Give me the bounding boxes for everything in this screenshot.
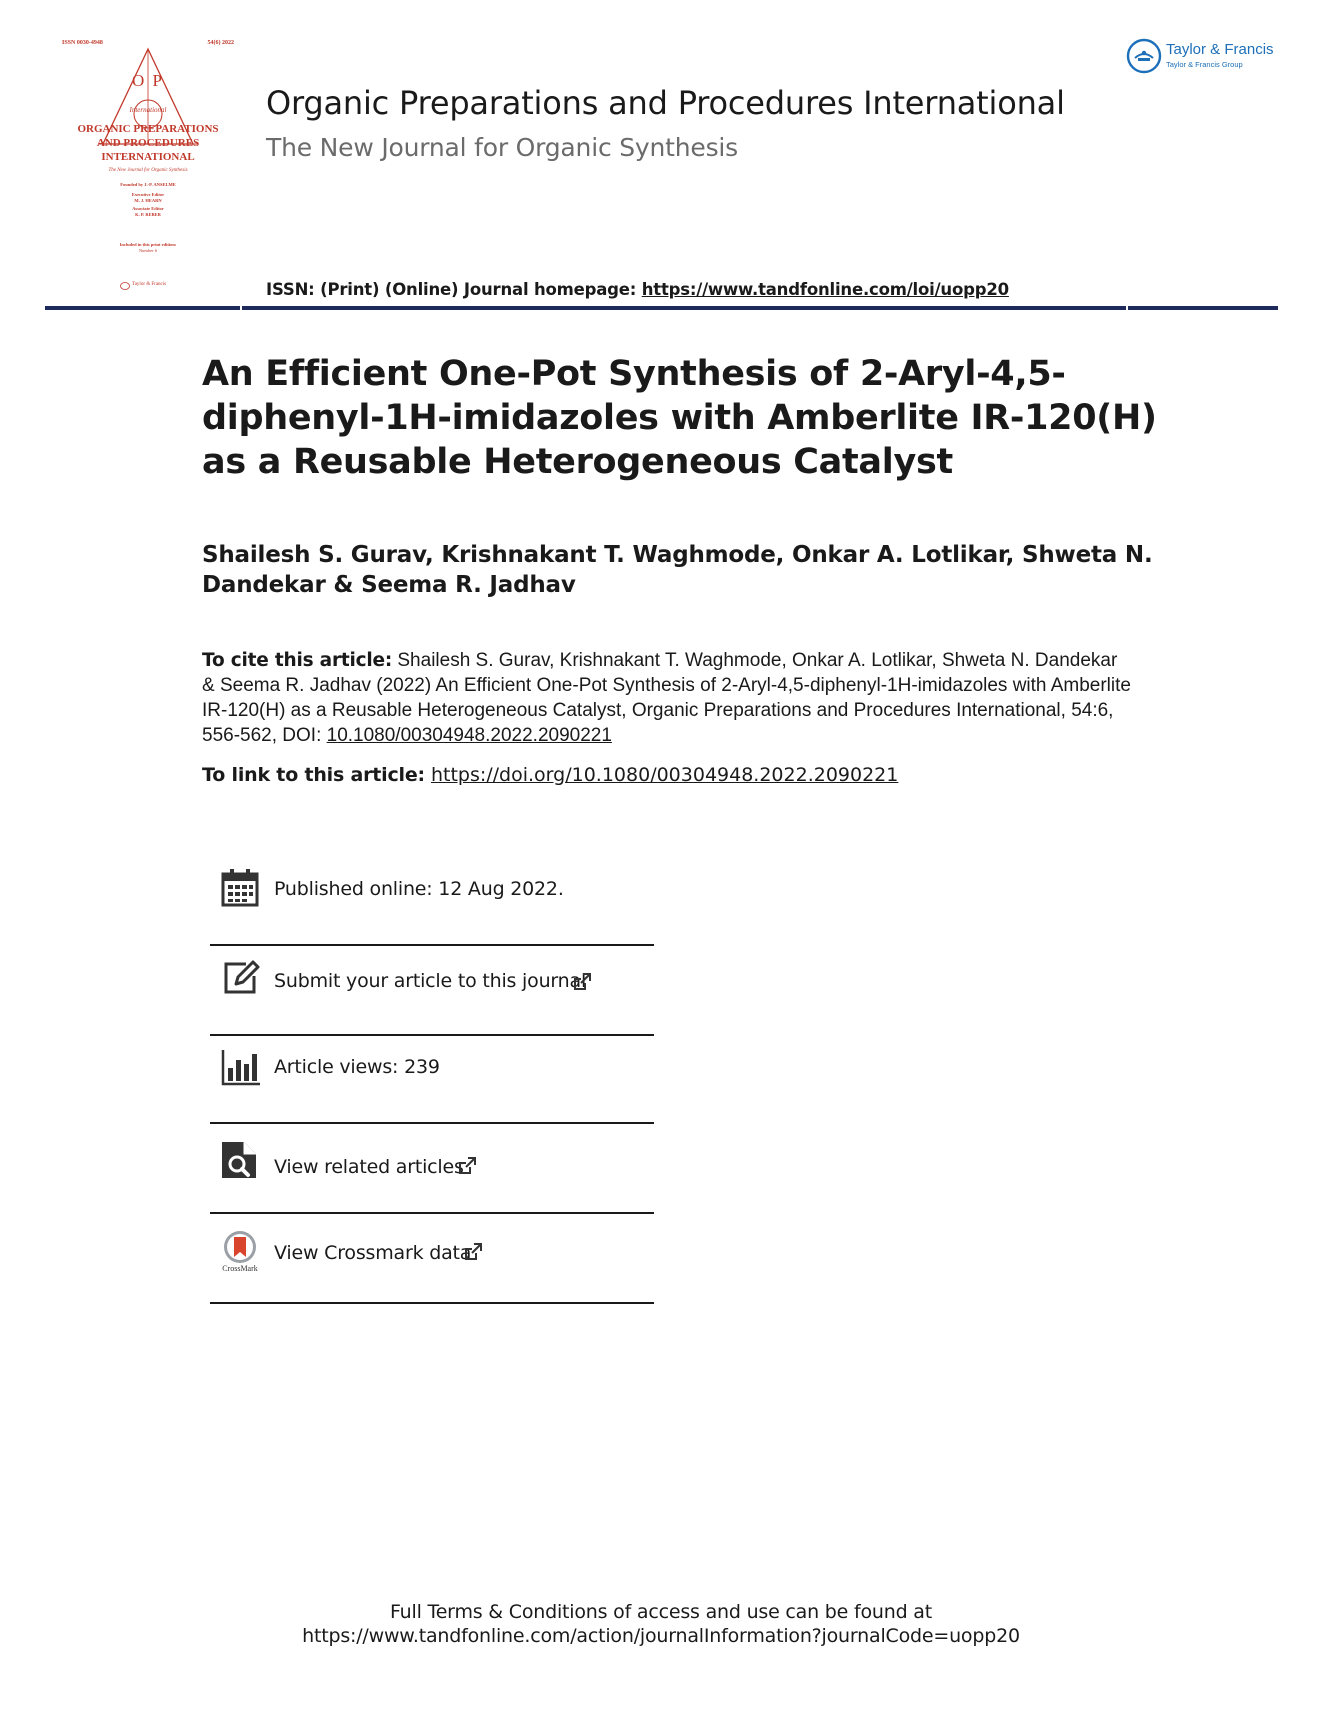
cover-exec-editor-label: Executive Editor bbox=[131, 192, 165, 197]
article-title: An Efficient One-Pot Synthesis of 2-Aryl-4,5-diphenyl-1H-imidazoles with Amberlite IR-120(H) as a Reusable Heterogeneous Catalyst bbox=[202, 354, 1157, 482]
bar-chart-icon bbox=[220, 1048, 260, 1088]
cover-title bbox=[60, 122, 236, 164]
calendar-icon bbox=[220, 868, 260, 908]
journal-cover bbox=[60, 36, 236, 294]
cover-assoc-editor: K. P. REBER bbox=[135, 212, 161, 217]
footer-terms-link[interactable]: https://www.tandfonline.com/action/journalInformation?journalCode=uopp20 bbox=[302, 1625, 1020, 1647]
cover-publisher-logo-icon bbox=[120, 282, 130, 290]
cover-monogram-sub: International bbox=[129, 106, 167, 114]
publisher-group: Taylor & Francis Group bbox=[1166, 60, 1243, 69]
article-authors: Shailesh S. Gurav, Krishnakant T. Waghmode, Onkar A. Lotlikar, Shweta N. Dandekar & Seema R. Jadhav bbox=[202, 542, 1153, 598]
journal-homepage-link[interactable]: https://www.tandfonline.com/loi/uopp20 bbox=[641, 280, 1009, 299]
issn-line bbox=[266, 280, 1009, 299]
citation-block bbox=[202, 648, 1132, 748]
issn-text: ISSN: (Print) (Online) Journal homepage: bbox=[266, 280, 642, 299]
article-doi-link[interactable]: https://doi.org/10.1080/00304948.2022.2090221 bbox=[430, 764, 899, 786]
published-online-row bbox=[210, 850, 654, 938]
citation-text: Shailesh S. Gurav, Krishnakant T. Waghmode, Onkar A. Lotlikar, Shweta N. Dandekar & Seema R. Jadhav (2022) An Efficient One-Pot Synthesis of 2-Aryl-4,5-diphenyl-1H-imidazoles with Amberlite IR-120(H) as a Reusable Heterogeneous Catalyst, Organic Preparations and Procedures International, 54:6, 556-562, DOI: bbox=[202, 650, 1131, 746]
journal-title: Organic Preparations and Procedures International bbox=[266, 84, 1065, 122]
external-link-icon bbox=[463, 1242, 483, 1262]
published-online-text: Published online: 12 Aug 2022. bbox=[274, 878, 564, 900]
crossmark-link[interactable]: View Crossmark data bbox=[274, 1242, 472, 1264]
footer-line1: Full Terms & Conditions of access and use can be found at bbox=[389, 1601, 932, 1623]
cover-volume: 54(6) 2022 bbox=[207, 40, 234, 46]
crossmark-row[interactable] bbox=[210, 1214, 654, 1302]
cover-issn: ISSN 0030-4948 bbox=[62, 40, 103, 46]
cover-included-item: Number 6 bbox=[138, 248, 158, 253]
search-document-icon bbox=[220, 1140, 260, 1180]
cover-title-line: INTERNATIONAL bbox=[101, 151, 195, 163]
article-views-row bbox=[210, 1036, 654, 1124]
taylor-francis-logo-icon bbox=[1126, 38, 1162, 74]
submit-article-row[interactable] bbox=[210, 946, 654, 1034]
crossmark-icon-label: CrossMark bbox=[222, 1264, 258, 1273]
cover-monogram: O P bbox=[132, 71, 164, 90]
header-divider bbox=[45, 306, 1278, 310]
related-articles-link[interactable]: View related articles bbox=[274, 1156, 464, 1178]
cover-assoc-editor-label: Associate Editor bbox=[132, 206, 164, 211]
header-divider-gap bbox=[1126, 306, 1128, 310]
citation-doi-link[interactable]: 10.1080/00304948.2022.2090221 bbox=[326, 725, 612, 746]
journal-subtitle: The New Journal for Organic Synthesis bbox=[266, 133, 738, 162]
cover-founded: Founded by J.-P. ANSELME bbox=[120, 182, 176, 187]
edit-icon bbox=[220, 958, 260, 998]
article-views-text: Article views: 239 bbox=[274, 1056, 440, 1078]
footer bbox=[0, 1600, 1322, 1648]
external-link-icon bbox=[457, 1156, 477, 1176]
external-link-icon bbox=[572, 972, 592, 992]
cover-publisher bbox=[120, 282, 176, 290]
cover-exec-editor: M. J. HEARN bbox=[134, 198, 162, 203]
submit-article-link[interactable]: Submit your article to this journal bbox=[274, 970, 587, 992]
related-articles-row[interactable] bbox=[210, 1124, 654, 1212]
cover-included: Included in this print edition: bbox=[119, 242, 177, 247]
cover-title-line: ORGANIC PREPARATIONS bbox=[77, 123, 219, 135]
cover-title-line: AND PROCEDURES bbox=[96, 137, 200, 149]
article-link-row bbox=[202, 764, 898, 786]
info-divider bbox=[210, 1302, 654, 1304]
citation-label: To cite this article: bbox=[202, 650, 393, 671]
header-divider-gap bbox=[240, 306, 242, 310]
cover-publisher-name: Taylor & Francis bbox=[132, 282, 167, 287]
publisher-logo[interactable] bbox=[1126, 38, 1286, 78]
cover-tagline: The New Journal for Organic Synthesis bbox=[108, 168, 188, 173]
article-link-label: To link to this article: bbox=[202, 764, 425, 786]
publisher-name: Taylor & Francis bbox=[1166, 41, 1274, 58]
